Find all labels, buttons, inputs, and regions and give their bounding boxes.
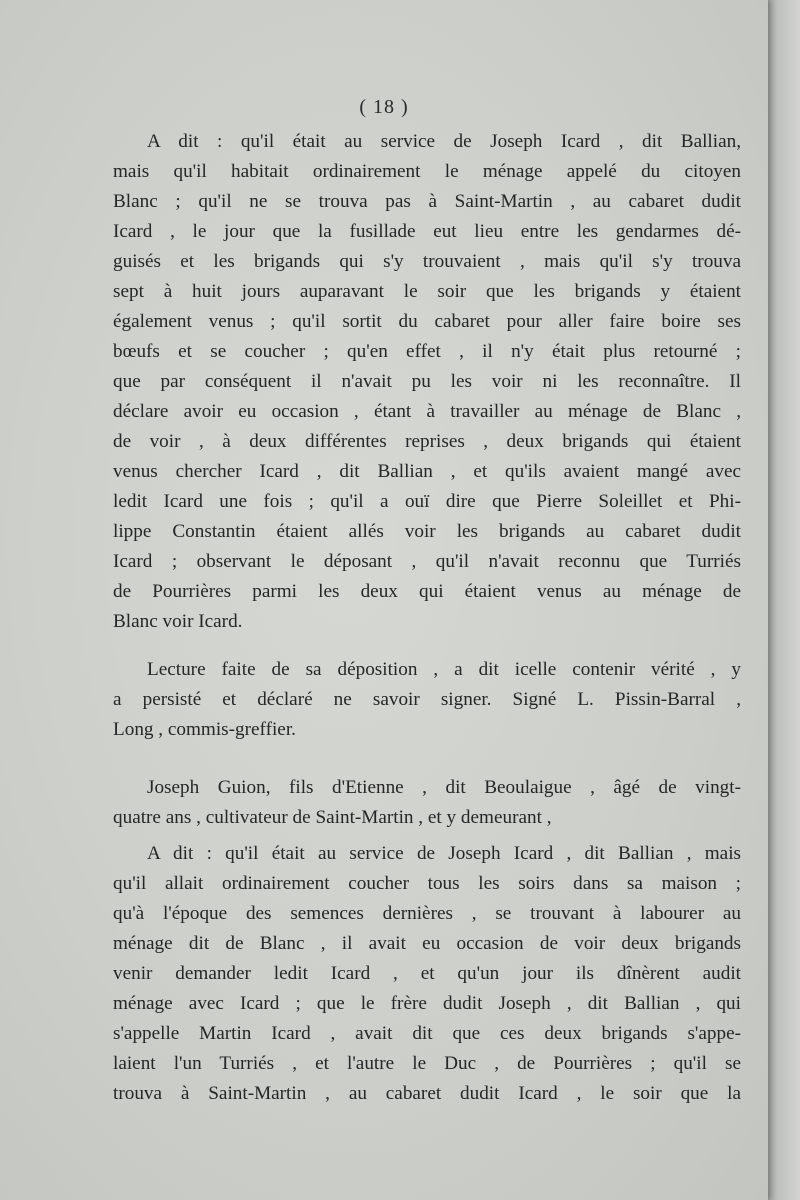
text-line: qu'à l'époque des semences dernières , se trouvant à labourer au	[113, 903, 741, 924]
text-line: de Pourrières parmi les deux qui étaient venus au ménage de	[113, 581, 741, 602]
text-line: laient l'un Turriés , et l'autre le Duc , de Pourrières ; qu'il se	[113, 1053, 741, 1074]
text-line: également venus ; qu'il sortit du cabaret pour aller faire boire ses	[113, 311, 741, 332]
adjacent-page-edge	[768, 0, 800, 1200]
text-line: que par conséquent il n'avait pu les voir ni les reconnaître. Il	[113, 371, 741, 392]
text-line: Joseph Guion, fils d'Etienne , dit Beoulaigue , âgé de vingt-	[147, 777, 741, 798]
paragraph-reading-closing	[113, 655, 741, 745]
text-line: quatre ans , cultivateur de Saint-Martin , et y demeurant ,	[113, 807, 552, 828]
text-line: venir demander ledit Icard , et qu'un jour ils dînèrent audit	[113, 963, 741, 984]
text-line: sept à huit jours auparavant le soir que les brigands y étaient	[113, 281, 741, 302]
text-line: de voir , à deux différentes reprises , deux brigands qui étaient	[113, 431, 741, 452]
text-line: Lecture faite de sa déposition , a dit icelle contenir vérité , y	[147, 659, 741, 680]
paragraph-witness-intro	[113, 773, 741, 833]
text-line: A dit : qu'il était au service de Joseph Icard , dit Ballian,	[147, 131, 741, 152]
text-line: qu'il allait ordinairement coucher tous les soirs dans sa maison ;	[113, 873, 741, 894]
text-line: ledit Icard une fois ; qu'il a ouï dire que Pierre Soleillet et Phi-	[113, 491, 741, 512]
page-text	[113, 127, 741, 1109]
text-line: Blanc voir Icard.	[113, 611, 243, 632]
text-line: guisés et les brigands qui s'y trouvaient , mais qu'il s'y trouva	[113, 251, 741, 272]
text-line: Icard , le jour que la fusillade eut lieu entre les gendarmes dé-	[113, 221, 741, 242]
text-line: Icard ; observant le déposant , qu'il n'avait reconnu que Turriés	[113, 551, 741, 572]
text-line: Blanc ; qu'il ne se trouva pas à Saint-Martin , au cabaret dudit	[113, 191, 741, 212]
text-line: a persisté et déclaré ne savoir signer. Signé L. Pissin-Barral ,	[113, 689, 741, 710]
text-line: s'appelle Martin Icard , avait dit que ces deux brigands s'appe-	[113, 1023, 741, 1044]
text-line: trouva à Saint-Martin , au cabaret dudit Icard , le soir que la	[113, 1083, 741, 1104]
text-line: Long , commis-greffier.	[113, 719, 296, 740]
paragraph-witness-testimony	[113, 839, 741, 1109]
text-line: venus chercher Icard , dit Ballian , et qu'ils avaient mangé avec	[113, 461, 741, 482]
text-line: ménage avec Icard ; que le frère dudit Joseph , dit Ballian , qui	[113, 993, 741, 1014]
page-number: ( 18 )	[359, 96, 409, 118]
text-line: ménage dit de Blanc , il avait eu occasion de voir deux brigands	[113, 933, 741, 954]
text-line: A dit : qu'il était au service de Joseph Icard , dit Ballian , mais	[147, 843, 741, 864]
text-line: déclare avoir eu occasion , étant à travailler au ménage de Blanc ,	[113, 401, 741, 422]
text-line: bœufs et se coucher ; qu'en effet , il n'y était plus retourné ;	[113, 341, 741, 362]
paragraph-deposition-continued	[113, 127, 741, 637]
text-line: lippe Constantin étaient allés voir les brigands au cabaret dudit	[113, 521, 741, 542]
text-line: mais qu'il habitait ordinairement le ménage appelé du citoyen	[113, 161, 741, 182]
